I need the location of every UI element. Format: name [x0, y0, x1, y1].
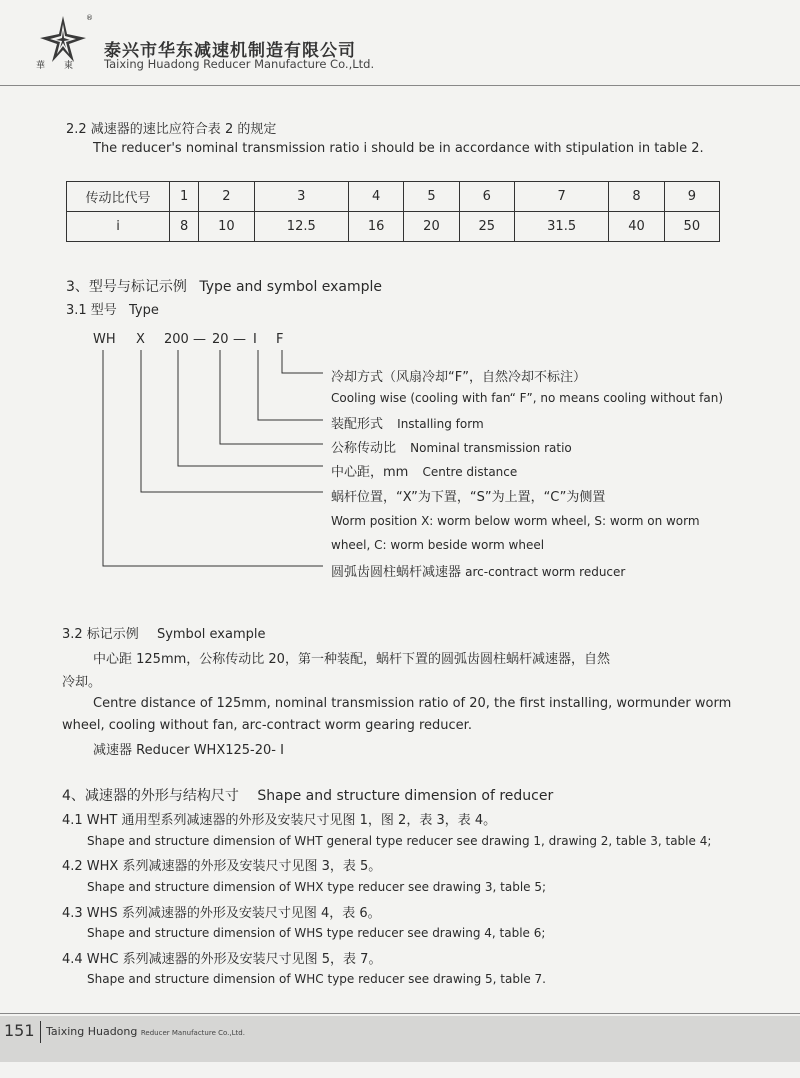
table-cell: 50 — [664, 212, 719, 242]
section-3-2-mark: 减速器 Reducer WHX125-20- Ⅰ — [93, 743, 284, 758]
section-3-heading-en: Type and symbol example — [199, 279, 383, 295]
section-4-4-cn: 4.4 WHC 系列减速器的外形及安装尺寸见图 5，表 7。 — [62, 952, 382, 967]
legend-center-cn: 中心距，mm — [331, 465, 409, 480]
table-cell: 3 — [254, 182, 348, 212]
logo-char-1: 華 — [36, 61, 46, 71]
legend-ratio — [331, 437, 572, 456]
legend-center-en: Centre distance — [422, 465, 518, 479]
legend-worm-en-1: Worm position X: worm below worm wheel, S: worm on worm — [331, 514, 700, 528]
legend-cooling-cn: 冷却方式（风扇冷却“F”，自然冷却不标注） — [331, 370, 586, 385]
table-cell: 5 — [404, 182, 459, 212]
section-2-2-heading: 2.2 减速器的速比应符合表 2 的规定 — [66, 122, 277, 137]
table-cell: 20 — [404, 212, 459, 242]
section-3-1-heading-en: Type — [128, 303, 159, 318]
leader-line-center — [178, 350, 323, 466]
table-cell: 8 — [609, 182, 664, 212]
table-cell: 9 — [664, 182, 719, 212]
table-cell: 31.5 — [514, 212, 608, 242]
code-dash-1: — — [193, 332, 206, 347]
leader-line-type — [103, 350, 323, 566]
table-cell: 8 — [170, 212, 199, 242]
footer-band — [0, 1016, 800, 1062]
section-3-2-text-en-2: wheel, cooling without fan, arc-contract worm gearing reducer. — [62, 718, 472, 733]
leader-line-cooling — [282, 350, 323, 373]
table-cell: 12.5 — [254, 212, 348, 242]
section-3-2-heading — [62, 623, 265, 642]
table-cell: 1 — [170, 182, 199, 212]
company-name-en: Taixing Huadong Reducer Manufacture Co.,Ltd. — [104, 57, 375, 71]
table-cell: 40 — [609, 212, 664, 242]
section-3-2-heading-en: Symbol example — [156, 627, 266, 642]
code-x: X — [136, 332, 145, 347]
legend-install — [331, 413, 484, 432]
code-wh: WH — [93, 332, 116, 347]
section-3-2-text-cn-2: 冷却。 — [62, 675, 102, 690]
legend-type — [331, 561, 625, 580]
section-2-2-text: The reducer's nominal transmission ratio i should be in accordance with stipulation in table 2. — [93, 141, 704, 156]
table-cell: 10 — [199, 212, 254, 242]
section-4-2-cn: 4.2 WHX 系列减速器的外形及安装尺寸见图 3，表 5。 — [62, 859, 382, 874]
footer-company-name: Taixing Huadong — [46, 1025, 138, 1038]
legend-type-cn: 圆弧齿圆柱蜗杆减速器 — [331, 565, 462, 580]
section-3-heading-cn: 3、型号与标记示例 — [66, 279, 187, 295]
legend-worm-en-2: wheel, C: worm beside worm wheel — [331, 538, 545, 552]
section-4-3-en: Shape and structure dimension of WHS type reducer see drawing 4, table 6; — [87, 926, 546, 940]
leader-line-worm — [141, 350, 323, 492]
footer-company-small: Reducer Manufacture Co.,Ltd. — [140, 1029, 245, 1037]
table-cell: 25 — [459, 212, 514, 242]
code-roman-1: Ⅰ — [253, 332, 257, 347]
leader-line-ratio — [220, 350, 323, 444]
table-cell: 6 — [459, 182, 514, 212]
code-200: 200 — [164, 332, 189, 347]
code-f: F — [276, 332, 284, 347]
page-number: 151 — [4, 1021, 35, 1040]
table-cell: 2 — [199, 182, 254, 212]
company-name-cn: 泰兴市华东减速机制造有限公司 — [104, 41, 356, 61]
section-3-2-heading-cn: 3.2 标记示例 — [62, 627, 139, 642]
footer-company — [46, 1025, 245, 1038]
legend-install-cn: 装配形式 — [331, 417, 384, 432]
table-cell: i — [67, 212, 170, 242]
table-cell: 4 — [348, 182, 403, 212]
code-dash-2: — — [233, 332, 246, 347]
section-3-1-heading-cn: 3.1 型号 — [66, 303, 117, 318]
section-3-2-text-en-1: Centre distance of 125mm, nominal transmission ratio of 20, the first installing, wormunder worm — [93, 696, 732, 711]
section-4-heading-en: Shape and structure dimension of reducer — [257, 788, 554, 804]
code-20: 20 — [212, 332, 229, 347]
legend-worm-cn: 蜗杆位置，“X”为下置，“S”为上置，“C”为侧置 — [331, 490, 606, 505]
legend-cooling-en: Cooling wise (cooling with fan“ F”, no means cooling without fan) — [331, 391, 724, 405]
footer-divider — [0, 1013, 800, 1014]
section-4-heading — [62, 785, 553, 805]
legend-center — [331, 461, 517, 480]
legend-install-en: Installing form — [397, 417, 484, 431]
legend-type-en: arc-contract worm reducer — [465, 565, 626, 579]
table-cell: 7 — [514, 182, 608, 212]
section-4-heading-cn: 4、减速器的外形与结构尺寸 — [62, 788, 239, 804]
section-4-4-en: Shape and structure dimension of WHC type reducer see drawing 5, table 7. — [87, 972, 546, 986]
section-4-3-cn: 4.3 WHS 系列减速器的外形及安装尺寸见图 4，表 6。 — [62, 906, 381, 921]
table-cell: 16 — [348, 212, 403, 242]
logo-char-2: 東 — [64, 61, 74, 71]
legend-ratio-en: Nominal transmission ratio — [410, 441, 572, 455]
section-4-1-en: Shape and structure dimension of WHT general type reducer see drawing 1, drawing 2, table 3, table 4; — [87, 834, 712, 848]
footer-separator — [40, 1021, 41, 1043]
section-4-1-cn: 4.1 WHT 通用型系列减速器的外形及安装尺寸见图 1，图 2，表 3，表 4。 — [62, 813, 497, 828]
leader-line-install — [258, 350, 323, 420]
section-3-2-text-cn-1: 中心距 125mm，公称传动比 20，第一种装配，蜗杆下置的圆弧齿圆柱蜗杆减速器，自然 — [93, 652, 610, 667]
section-4-2-en: Shape and structure dimension of WHX type reducer see drawing 3, table 5; — [87, 880, 547, 894]
legend-ratio-cn: 公称传动比 — [331, 441, 397, 456]
table-cell: 传动比代号 — [67, 182, 170, 212]
registered-mark: ® — [86, 14, 93, 22]
